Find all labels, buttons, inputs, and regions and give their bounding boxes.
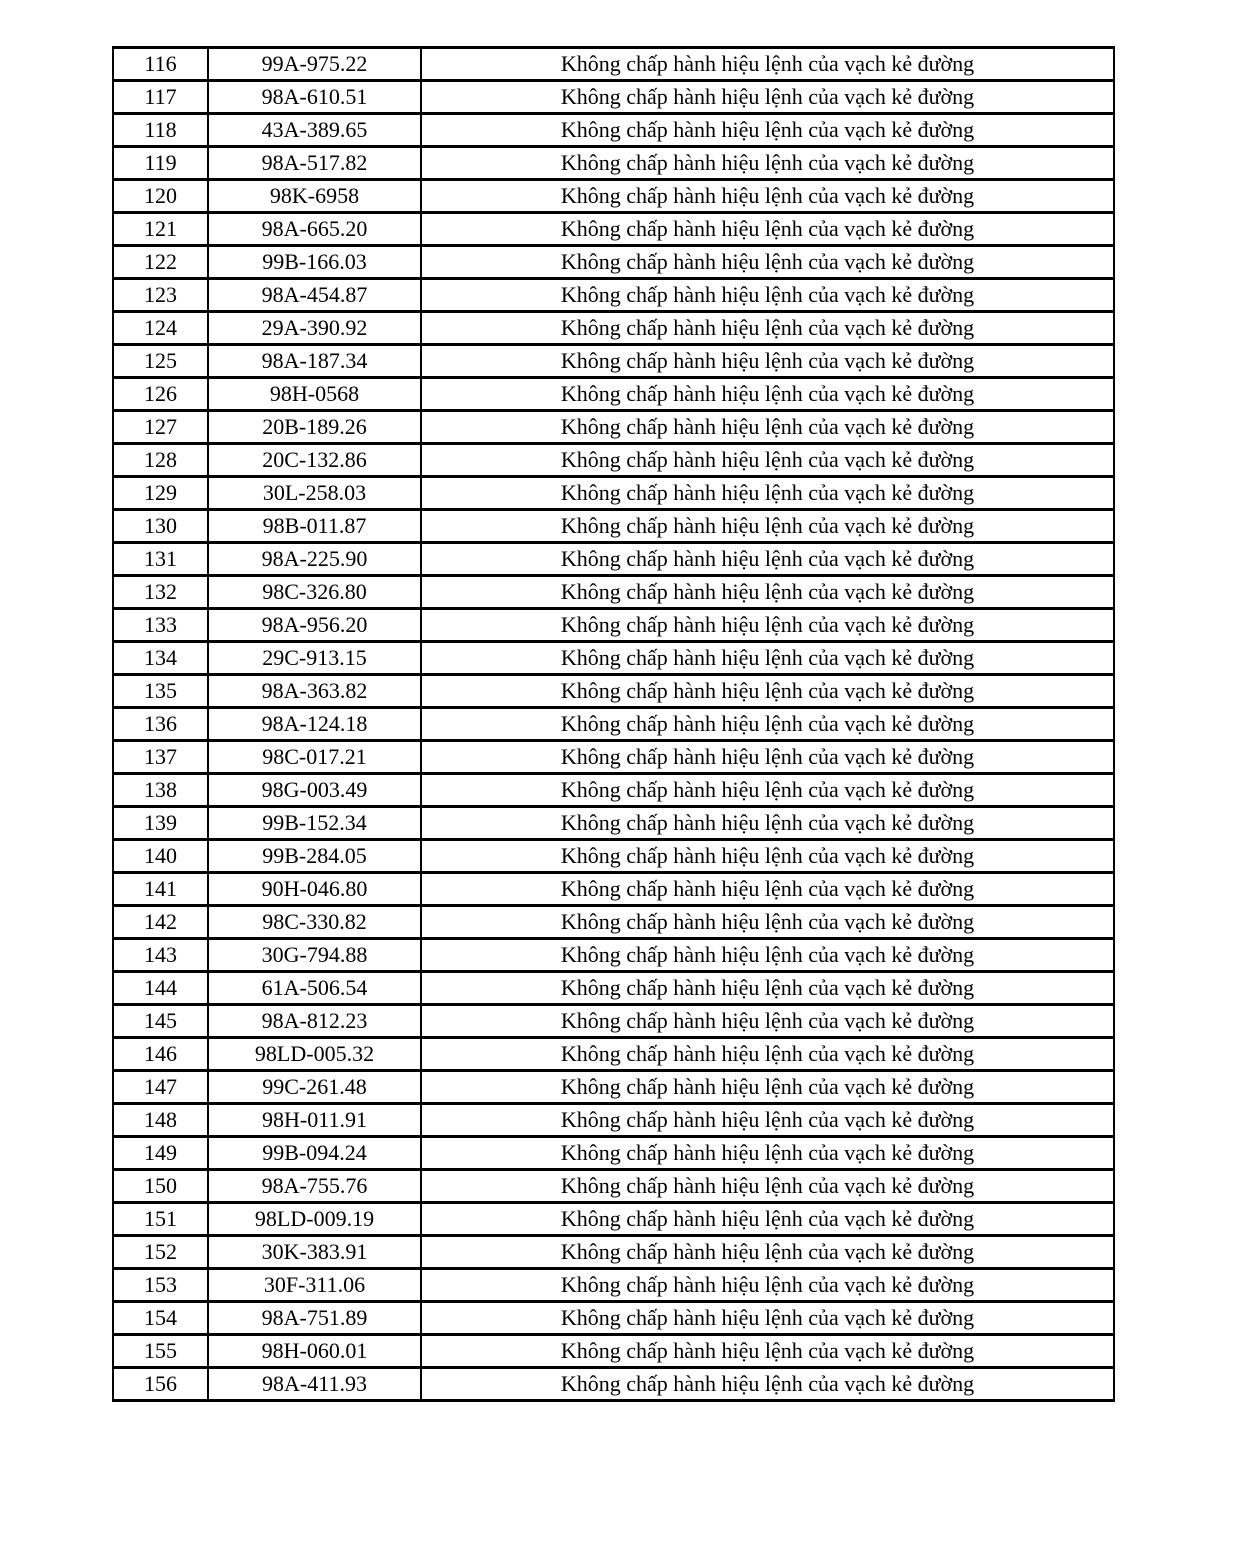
plate-cell: 99B-094.24 [208, 1137, 421, 1170]
stt-cell: 150 [113, 1170, 208, 1203]
table-row [113, 840, 1114, 873]
stt-cell: 145 [113, 1005, 208, 1038]
violation-cell: Không chấp hành hiệu lệnh của vạch kẻ đường [421, 972, 1114, 1005]
violation-cell: Không chấp hành hiệu lệnh của vạch kẻ đường [421, 378, 1114, 411]
violation-cell: Không chấp hành hiệu lệnh của vạch kẻ đường [421, 642, 1114, 675]
violation-cell: Không chấp hành hiệu lệnh của vạch kẻ đường [421, 1236, 1114, 1269]
stt-cell: 143 [113, 939, 208, 972]
table-row [113, 1038, 1114, 1071]
stt-cell: 118 [113, 114, 208, 147]
plate-cell: 98H-0568 [208, 378, 421, 411]
table-row [113, 48, 1114, 81]
stt-cell: 121 [113, 213, 208, 246]
violation-cell: Không chấp hành hiệu lệnh của vạch kẻ đường [421, 48, 1114, 81]
stt-cell: 117 [113, 81, 208, 114]
table-row [113, 774, 1114, 807]
stt-cell: 156 [113, 1368, 208, 1401]
plate-cell: 98A-187.34 [208, 345, 421, 378]
table-row [113, 1368, 1114, 1401]
plate-cell: 29C-913.15 [208, 642, 421, 675]
table-row [113, 906, 1114, 939]
table-row [113, 345, 1114, 378]
plate-cell: 98B-011.87 [208, 510, 421, 543]
stt-cell: 139 [113, 807, 208, 840]
stt-cell: 152 [113, 1236, 208, 1269]
plate-cell: 98H-060.01 [208, 1335, 421, 1368]
table-row [113, 147, 1114, 180]
table-row [113, 411, 1114, 444]
stt-cell: 135 [113, 675, 208, 708]
violation-table-body [113, 48, 1114, 1401]
table-row [113, 378, 1114, 411]
stt-cell: 128 [113, 444, 208, 477]
table-row [113, 576, 1114, 609]
plate-cell: 99B-284.05 [208, 840, 421, 873]
violation-cell: Không chấp hành hiệu lệnh của vạch kẻ đường [421, 1203, 1114, 1236]
stt-cell: 140 [113, 840, 208, 873]
table-row [113, 477, 1114, 510]
violation-cell: Không chấp hành hiệu lệnh của vạch kẻ đường [421, 147, 1114, 180]
table-row [113, 807, 1114, 840]
plate-cell: 98C-017.21 [208, 741, 421, 774]
stt-cell: 125 [113, 345, 208, 378]
violation-cell: Không chấp hành hiệu lệnh của vạch kẻ đường [421, 1005, 1114, 1038]
plate-cell: 98C-326.80 [208, 576, 421, 609]
violation-cell: Không chấp hành hiệu lệnh của vạch kẻ đường [421, 609, 1114, 642]
violation-cell: Không chấp hành hiệu lệnh của vạch kẻ đường [421, 213, 1114, 246]
table-row [113, 675, 1114, 708]
table-row [113, 939, 1114, 972]
stt-cell: 147 [113, 1071, 208, 1104]
plate-cell: 98A-363.82 [208, 675, 421, 708]
violation-cell: Không chấp hành hiệu lệnh của vạch kẻ đường [421, 1302, 1114, 1335]
stt-cell: 116 [113, 48, 208, 81]
stt-cell: 141 [113, 873, 208, 906]
plate-cell: 98A-124.18 [208, 708, 421, 741]
stt-cell: 155 [113, 1335, 208, 1368]
plate-cell: 61A-506.54 [208, 972, 421, 1005]
table-row [113, 81, 1114, 114]
violation-cell: Không chấp hành hiệu lệnh của vạch kẻ đường [421, 1335, 1114, 1368]
violation-cell: Không chấp hành hiệu lệnh của vạch kẻ đường [421, 279, 1114, 312]
plate-cell: 43A-389.65 [208, 114, 421, 147]
plate-cell: 98A-411.93 [208, 1368, 421, 1401]
plate-cell: 98G-003.49 [208, 774, 421, 807]
violation-cell: Không chấp hành hiệu lệnh của vạch kẻ đường [421, 873, 1114, 906]
stt-cell: 133 [113, 609, 208, 642]
plate-cell: 98A-454.87 [208, 279, 421, 312]
plate-cell: 98A-755.76 [208, 1170, 421, 1203]
table-row [113, 213, 1114, 246]
violation-cell: Không chấp hành hiệu lệnh của vạch kẻ đường [421, 774, 1114, 807]
stt-cell: 129 [113, 477, 208, 510]
plate-cell: 90H-046.80 [208, 873, 421, 906]
table-row [113, 1137, 1114, 1170]
plate-cell: 20C-132.86 [208, 444, 421, 477]
plate-cell: 99C-261.48 [208, 1071, 421, 1104]
violation-cell: Không chấp hành hiệu lệnh của vạch kẻ đường [421, 246, 1114, 279]
violation-cell: Không chấp hành hiệu lệnh của vạch kẻ đường [421, 708, 1114, 741]
violation-cell: Không chấp hành hiệu lệnh của vạch kẻ đường [421, 510, 1114, 543]
stt-cell: 142 [113, 906, 208, 939]
plate-cell: 98A-751.89 [208, 1302, 421, 1335]
stt-cell: 130 [113, 510, 208, 543]
table-row [113, 1269, 1114, 1302]
violation-cell: Không chấp hành hiệu lệnh của vạch kẻ đường [421, 312, 1114, 345]
violation-cell: Không chấp hành hiệu lệnh của vạch kẻ đường [421, 411, 1114, 444]
stt-cell: 137 [113, 741, 208, 774]
violation-cell: Không chấp hành hiệu lệnh của vạch kẻ đường [421, 1368, 1114, 1401]
table-row [113, 312, 1114, 345]
stt-cell: 122 [113, 246, 208, 279]
stt-cell: 136 [113, 708, 208, 741]
table-row [113, 1071, 1114, 1104]
plate-cell: 29A-390.92 [208, 312, 421, 345]
stt-cell: 153 [113, 1269, 208, 1302]
violation-cell: Không chấp hành hiệu lệnh của vạch kẻ đường [421, 543, 1114, 576]
violation-cell: Không chấp hành hiệu lệnh của vạch kẻ đường [421, 939, 1114, 972]
violation-cell: Không chấp hành hiệu lệnh của vạch kẻ đường [421, 741, 1114, 774]
table-row [113, 972, 1114, 1005]
violation-cell: Không chấp hành hiệu lệnh của vạch kẻ đường [421, 906, 1114, 939]
violation-table [112, 46, 1115, 1402]
plate-cell: 98A-812.23 [208, 1005, 421, 1038]
stt-cell: 144 [113, 972, 208, 1005]
stt-cell: 123 [113, 279, 208, 312]
table-row [113, 642, 1114, 675]
plate-cell: 99B-166.03 [208, 246, 421, 279]
table-row [113, 510, 1114, 543]
violation-cell: Không chấp hành hiệu lệnh của vạch kẻ đường [421, 477, 1114, 510]
violation-cell: Không chấp hành hiệu lệnh của vạch kẻ đường [421, 180, 1114, 213]
table-row [113, 708, 1114, 741]
table-row [113, 609, 1114, 642]
plate-cell: 30F-311.06 [208, 1269, 421, 1302]
stt-cell: 146 [113, 1038, 208, 1071]
table-row [113, 741, 1114, 774]
plate-cell: 30L-258.03 [208, 477, 421, 510]
table-row [113, 279, 1114, 312]
plate-cell: 98C-330.82 [208, 906, 421, 939]
plate-cell: 30G-794.88 [208, 939, 421, 972]
violation-cell: Không chấp hành hiệu lệnh của vạch kẻ đường [421, 114, 1114, 147]
table-row [113, 543, 1114, 576]
plate-cell: 98LD-009.19 [208, 1203, 421, 1236]
plate-cell: 98A-665.20 [208, 213, 421, 246]
plate-cell: 99B-152.34 [208, 807, 421, 840]
table-row [113, 1203, 1114, 1236]
plate-cell: 20B-189.26 [208, 411, 421, 444]
violation-cell: Không chấp hành hiệu lệnh của vạch kẻ đường [421, 1104, 1114, 1137]
table-row [113, 1335, 1114, 1368]
violation-cell: Không chấp hành hiệu lệnh của vạch kẻ đường [421, 576, 1114, 609]
stt-cell: 132 [113, 576, 208, 609]
plate-cell: 98A-956.20 [208, 609, 421, 642]
table-row [113, 873, 1114, 906]
stt-cell: 126 [113, 378, 208, 411]
plate-cell: 98A-517.82 [208, 147, 421, 180]
table-row [113, 1104, 1114, 1137]
violation-cell: Không chấp hành hiệu lệnh của vạch kẻ đường [421, 807, 1114, 840]
violation-cell: Không chấp hành hiệu lệnh của vạch kẻ đường [421, 81, 1114, 114]
violation-cell: Không chấp hành hiệu lệnh của vạch kẻ đường [421, 345, 1114, 378]
plate-cell: 30K-383.91 [208, 1236, 421, 1269]
table-row [113, 1005, 1114, 1038]
plate-cell: 98A-610.51 [208, 81, 421, 114]
plate-cell: 98K-6958 [208, 180, 421, 213]
stt-cell: 148 [113, 1104, 208, 1137]
stt-cell: 149 [113, 1137, 208, 1170]
plate-cell: 98H-011.91 [208, 1104, 421, 1137]
stt-cell: 134 [113, 642, 208, 675]
table-row [113, 1170, 1114, 1203]
table-row [113, 444, 1114, 477]
stt-cell: 131 [113, 543, 208, 576]
stt-cell: 124 [113, 312, 208, 345]
stt-cell: 127 [113, 411, 208, 444]
plate-cell: 99A-975.22 [208, 48, 421, 81]
violation-cell: Không chấp hành hiệu lệnh của vạch kẻ đường [421, 1170, 1114, 1203]
table-row [113, 114, 1114, 147]
plate-cell: 98LD-005.32 [208, 1038, 421, 1071]
table-row [113, 1236, 1114, 1269]
plate-cell: 98A-225.90 [208, 543, 421, 576]
violation-cell: Không chấp hành hiệu lệnh của vạch kẻ đường [421, 1038, 1114, 1071]
stt-cell: 154 [113, 1302, 208, 1335]
violation-cell: Không chấp hành hiệu lệnh của vạch kẻ đường [421, 675, 1114, 708]
table-row [113, 246, 1114, 279]
violation-cell: Không chấp hành hiệu lệnh của vạch kẻ đường [421, 1269, 1114, 1302]
table-row [113, 1302, 1114, 1335]
stt-cell: 151 [113, 1203, 208, 1236]
violation-cell: Không chấp hành hiệu lệnh của vạch kẻ đường [421, 1137, 1114, 1170]
table-row [113, 180, 1114, 213]
stt-cell: 138 [113, 774, 208, 807]
stt-cell: 120 [113, 180, 208, 213]
violation-cell: Không chấp hành hiệu lệnh của vạch kẻ đường [421, 840, 1114, 873]
violation-cell: Không chấp hành hiệu lệnh của vạch kẻ đường [421, 444, 1114, 477]
stt-cell: 119 [113, 147, 208, 180]
violation-cell: Không chấp hành hiệu lệnh của vạch kẻ đường [421, 1071, 1114, 1104]
